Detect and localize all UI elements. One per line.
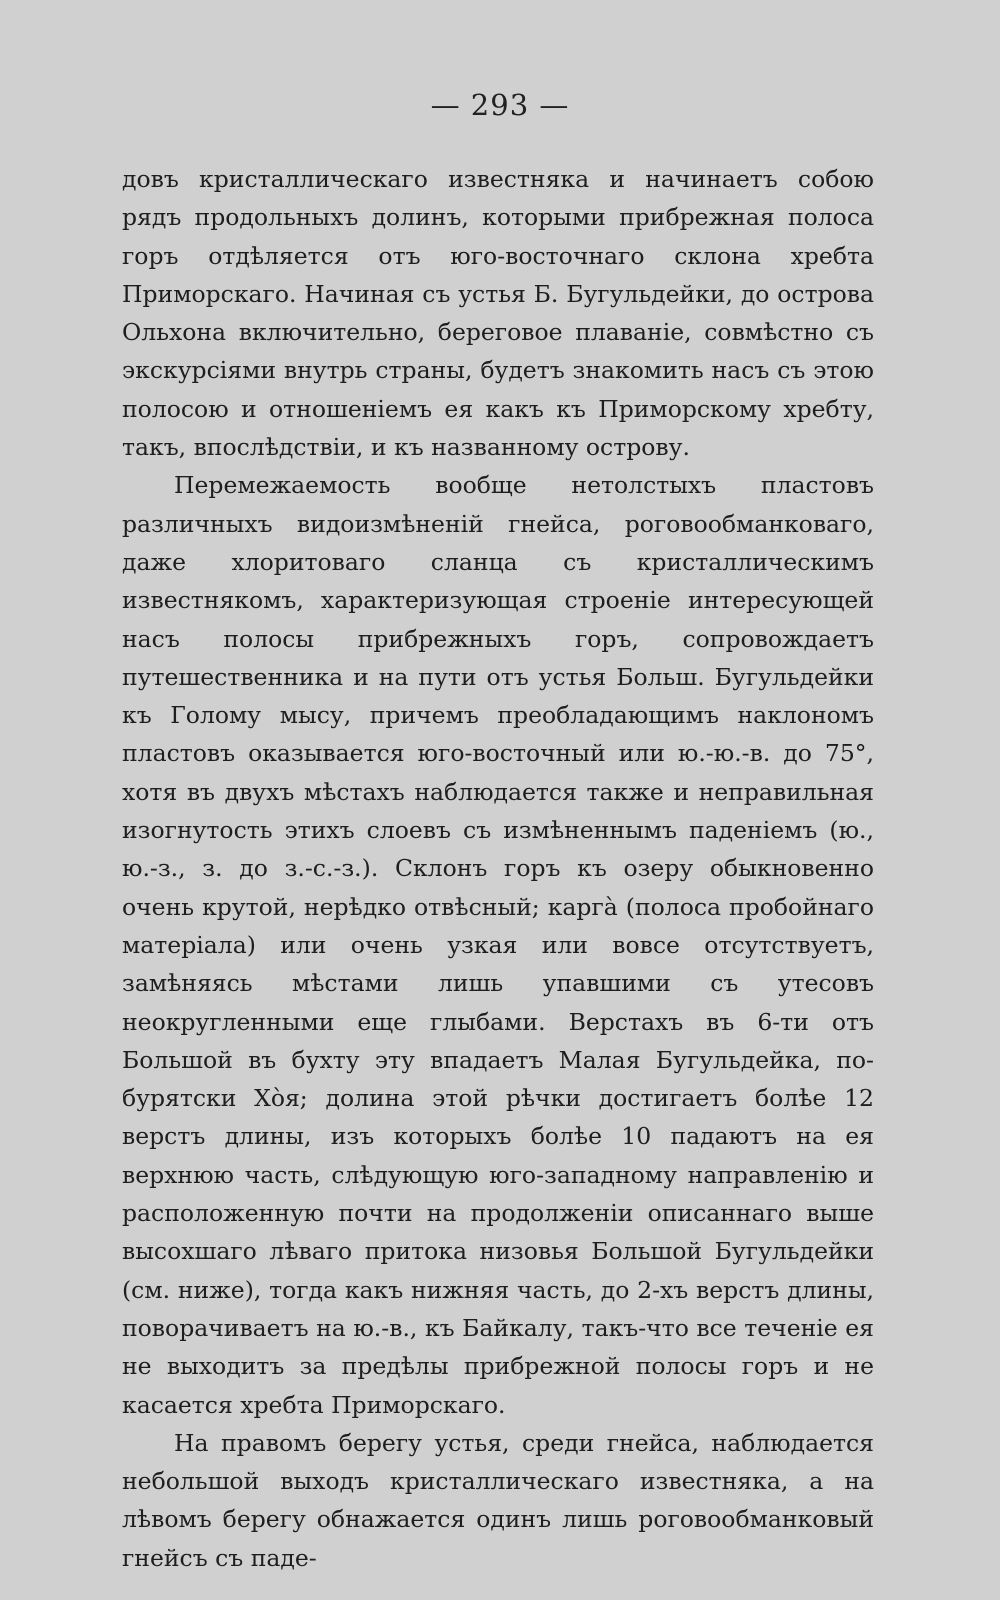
paragraph-2: Перемежаемость вообще нетолстыхъ пластовъ различныхъ видоизмѣненій гнейса, роговообманковаго, даже хлоритоваго сланца съ кристаллическимъ известнякомъ, характеризующая строеніе интересующей насъ полосы прибрежныхъ горъ, сопровождаетъ путешественника и на пути отъ устья Больш. Бугульдейки къ Голому мысу, причемъ преобладающимъ наклономъ пластовъ оказывается юго-восточный или ю.-ю.-в. до 75°, хотя въ двухъ мѣстахъ наблюдается также и неправильная изогнутость этихъ слоевъ съ измѣненнымъ паденіемъ (ю., ю.-з., з. до з.-с.-з.). Склонъ горъ къ озеру обыкновенно очень крутой, нерѣдко отвѣсный; карга̀ (полоса пробойнаго матеріала) или очень узкая или вовсе отсутствуетъ, замѣняясь мѣстами лишь упавшими съ утесовъ неокругленными еще глыбами. Верстахъ въ 6-ти отъ Большой въ бухту эту впадаетъ Малая Бугульдейка, по-бурятски Хо̀я; долина этой рѣчки достигаетъ болѣе 12 верстъ длины, изъ которыхъ болѣе 10 падаютъ на ея верхнюю часть, слѣдующую юго-западному направленію и расположенную почти на продолженіи описаннаго выше высохшаго лѣваго притока низовья Большой Бугульдейки (см. ниже), тогда какъ нижняя часть, до 2-хъ верстъ длины, поворачиваетъ на ю.-в., къ Байкалу, такъ-что все теченіе ея не выходитъ за предѣлы прибрежной полосы горъ и не касается хребта Приморскаго. <box>122 471 874 1419</box>
paragraph-3: На правомъ берегу устья, среди гнейса, наблюдается небольшой выходъ кристаллическаго известняка, а на лѣвомъ берегу обнажается одинъ лишь роговообманковый гнейсъ съ паде- <box>122 1428 874 1572</box>
paragraph-1: довъ кристаллическаго известняка и начинаетъ собою рядъ продольныхъ долинъ, которыми прибрежная полоса горъ отдѣляется отъ юго-восточнаго склона хребта Приморскаго. Начиная съ устья Б. Бугульдейки, до острова Ольхона включительно, береговое плаваніе, совмѣстно съ экскурсіями внутрь страны, будетъ знакомить насъ съ этою полосою и отношеніемъ ея какъ къ Приморскому хребту, такъ, впослѣдствіи, и къ названному острову. <box>122 165 874 462</box>
page-number: — 293 — <box>430 88 570 122</box>
body-text <box>122 160 874 1577</box>
